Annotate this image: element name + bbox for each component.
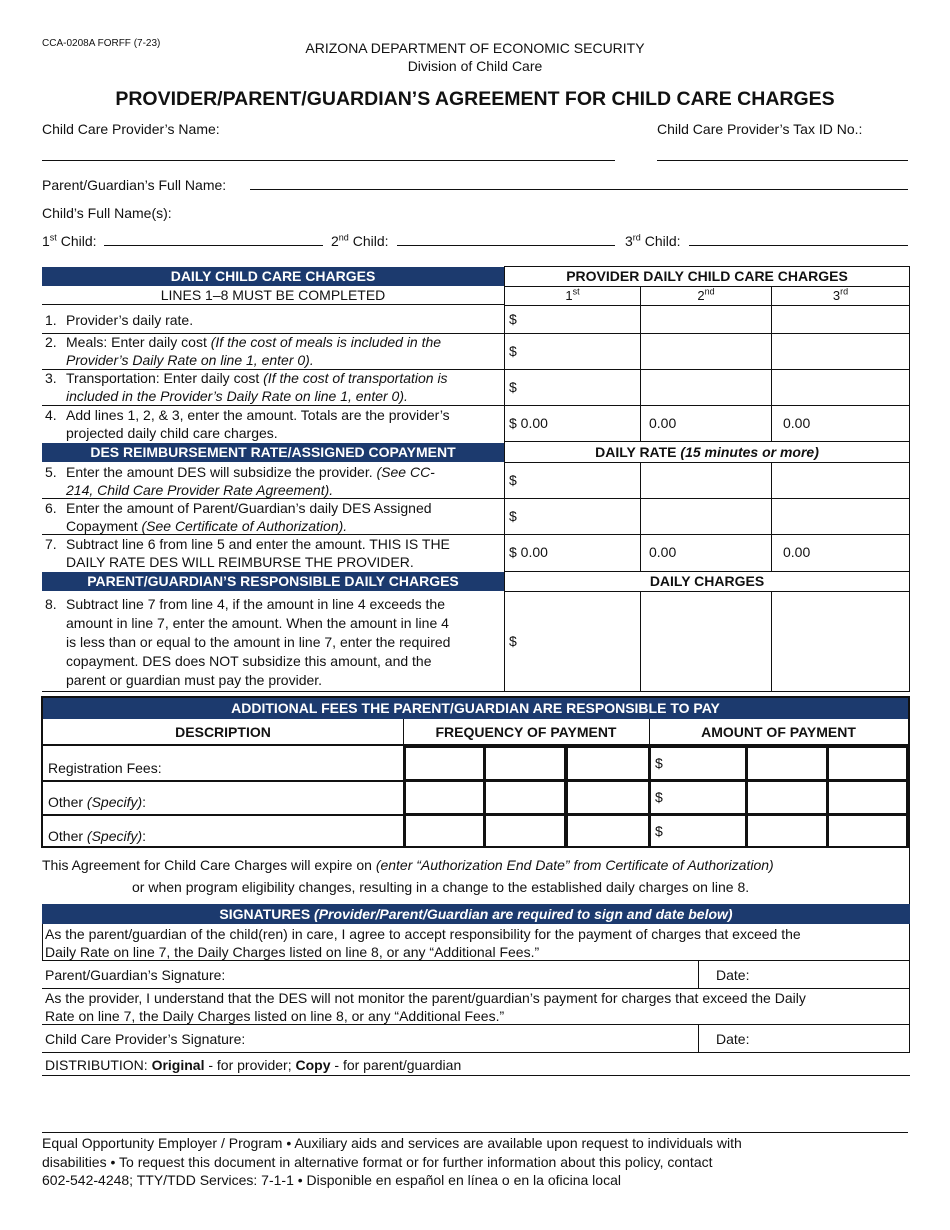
line6-child2[interactable] (640, 498, 772, 535)
fee2-freq-b[interactable] (484, 780, 566, 815)
provider-signature-label: Child Care Provider’s Signature: (45, 1031, 246, 1047)
fee3-amount-a[interactable]: $ (649, 814, 747, 848)
fee2-amount-b[interactable] (746, 780, 828, 815)
line1-child3[interactable] (771, 305, 910, 334)
line6-number: 6. (45, 500, 57, 516)
line5-child3[interactable] (771, 462, 910, 499)
col-second-child: 2nd (640, 286, 772, 306)
des-reimbursement-header: DES REIMBURSEMENT RATE/ASSIGNED COPAYMENT (42, 443, 504, 462)
line6-child3[interactable] (771, 498, 910, 535)
line4-text: Add lines 1, 2, & 3, enter the amount. Totals are the provider’s (66, 407, 450, 423)
footer-line-1: Equal Opportunity Employer / Program • Auxiliary aids and services are available upon request to individuals with (42, 1135, 742, 1151)
line6-text-cont: Copayment (See Certificate of Authorization). (66, 518, 348, 534)
parent-statement-cont: Daily Rate on line 7, the Daily Charges listed on line 8, or any “Additional Fees.” (45, 944, 540, 960)
division-name: Division of Child Care (407, 58, 543, 74)
child3-field[interactable] (689, 245, 908, 246)
line2-child1[interactable]: $ (504, 333, 641, 370)
line7-text: Subtract line 6 from line 5 and enter the amount. THIS IS THE (66, 536, 450, 552)
signatures-header: SIGNATURES (Provider/Parent/Guardian are required to sign and date below) (42, 904, 910, 924)
additional-fees-header: ADDITIONAL FEES THE PARENT/GUARDIAN ARE RESPONSIBLE TO PAY (43, 698, 908, 719)
fee1-freq-a[interactable] (404, 746, 485, 781)
line8-number: 8. (45, 596, 57, 612)
expire-statement: This Agreement for Child Care Charges will expire on (enter “Authorization End Date” from Certificate of Authorization) (42, 857, 774, 873)
line3-child2[interactable] (640, 369, 772, 406)
fee-row-other-2: Other (Specify): (48, 828, 147, 844)
fee1-amount-b[interactable] (746, 746, 828, 781)
line1-number: 1. (45, 312, 57, 328)
lines-must-complete: LINES 1–8 MUST BE COMPLETED (42, 286, 504, 305)
line5-child2[interactable] (640, 462, 772, 499)
line2-number: 2. (45, 334, 57, 350)
fee2-freq-a[interactable] (404, 780, 485, 815)
agency-name: ARIZONA DEPARTMENT OF ECONOMIC SECURITY (305, 40, 645, 56)
daily-charges-header: DAILY CHILD CARE CHARGES (42, 267, 504, 286)
fees-col-description: DESCRIPTION (43, 719, 404, 746)
parent-name-label: Parent/Guardian’s Full Name: (42, 177, 227, 193)
child2-label: 2nd Child: (331, 232, 389, 249)
distribution-note: DISTRIBUTION: Original - for provider; Copy - for parent/guardian (45, 1057, 462, 1073)
provider-date-label: Date: (716, 1031, 750, 1047)
line4-number: 4. (45, 407, 57, 423)
footer-line-3: 602-542-4248; TTY/TDD Services: 7-1-1 • Disponible en español en línea o en la oficina local (42, 1172, 621, 1188)
line3-number: 3. (45, 370, 57, 386)
line6-child1[interactable]: $ (504, 498, 641, 535)
line3-text-cont: included in the Provider’s Daily Rate on line 1, enter 0). (66, 388, 408, 404)
footer-divider (42, 1132, 908, 1133)
provider-daily-charges-header: PROVIDER DAILY CHILD CARE CHARGES (504, 266, 910, 287)
line8-text: Subtract line 7 from line 4, if the amount in line 4 exceeds the amount in line 7, enter the amount. When the amount in line 4 is less than or equal to the amount in line 7, enter the required copayment. DES does NOT subsidize this amount, and the parent or guardian must pay the provider. (66, 596, 451, 688)
fee1-freq-c[interactable] (566, 746, 650, 781)
line3-text: Transportation: Enter daily cost (If the cost of transportation is (66, 370, 448, 386)
line8-child1[interactable]: $ (504, 591, 641, 692)
fees-col-frequency: FREQUENCY OF PAYMENT (403, 719, 650, 746)
provider-statement: As the provider, I understand that the DES will not monitor the parent/guardian’s payment for charges that exceed the Daily (45, 990, 806, 1006)
line5-number: 5. (45, 464, 57, 480)
line7-child3[interactable]: 0.00 (771, 534, 910, 572)
col-third-child: 3rd (771, 286, 910, 306)
parent-responsible-header: PARENT/GUARDIAN’S RESPONSIBLE DAILY CHARGES (42, 572, 504, 591)
line1-child2[interactable] (640, 305, 772, 334)
tax-id-label: Child Care Provider’s Tax ID No.: (657, 121, 863, 137)
line1-child1[interactable]: $ (504, 305, 641, 334)
footer-line-2: disabilities • To request this document in alternative format or for further information about this policy, contact (42, 1154, 713, 1170)
fee2-amount-a[interactable]: $ (649, 780, 747, 815)
child-names-label: Child’s Full Name(s): (42, 205, 172, 221)
line4-child2[interactable]: 0.00 (640, 405, 772, 442)
fee1-freq-b[interactable] (484, 746, 566, 781)
fee1-amount-a[interactable]: $ (649, 746, 747, 781)
child1-label: 1st Child: (42, 232, 97, 249)
fees-col-amount: AMOUNT OF PAYMENT (649, 719, 908, 746)
parent-name-field[interactable] (250, 189, 908, 190)
daily-rate-header: DAILY RATE (15 minutes or more) (504, 441, 910, 463)
line4-child1[interactable]: $ 0.00 (504, 405, 641, 442)
parent-date-label: Date: (716, 967, 750, 983)
line7-number: 7. (45, 536, 57, 552)
line1-text: Provider’s daily rate. (66, 312, 194, 328)
parent-statement: As the parent/guardian of the child(ren) in care, I agree to accept responsibility for the payment of charges that exceed the (45, 926, 801, 942)
line3-child3[interactable] (771, 369, 910, 406)
expire-statement-cont: or when program eligibility changes, resulting in a change to the established daily charges on line 8. (132, 879, 750, 895)
fee-row-registration: Registration Fees: (48, 760, 162, 776)
daily-charges-col-header: DAILY CHARGES (504, 571, 910, 592)
line2-text-cont: Provider’s Daily Rate on line 1, enter 0). (66, 352, 314, 368)
fee3-freq-a[interactable] (404, 814, 485, 848)
parent-signature-label: Parent/Guardian’s Signature: (45, 967, 226, 983)
fee3-freq-c[interactable] (566, 814, 650, 848)
fee3-amount-c[interactable] (827, 814, 908, 848)
fee1-amount-c[interactable] (827, 746, 908, 781)
fee3-freq-b[interactable] (484, 814, 566, 848)
line3-child1[interactable]: $ (504, 369, 641, 406)
provider-name-label: Child Care Provider’s Name: (42, 121, 220, 137)
child3-label: 3rd Child: (625, 232, 681, 249)
line5-child1[interactable]: $ (504, 462, 641, 499)
child1-field[interactable] (104, 245, 323, 246)
col-first-child: 1st (504, 286, 641, 306)
line5-text: Enter the amount DES will subsidize the provider. (See CC- (66, 464, 435, 480)
line4-child3[interactable]: 0.00 (771, 405, 910, 442)
line7-child1[interactable]: $ 0.00 (504, 534, 641, 572)
line6-text: Enter the amount of Parent/Guardian’s daily DES Assigned (66, 500, 432, 516)
provider-name-field[interactable] (42, 160, 615, 161)
page-title: PROVIDER/PARENT/GUARDIAN’S AGREEMENT FOR CHILD CARE CHARGES (115, 88, 835, 110)
line7-child2[interactable]: 0.00 (640, 534, 772, 572)
fee3-amount-b[interactable] (746, 814, 828, 848)
line8-child2[interactable] (640, 591, 772, 692)
fee2-freq-c[interactable] (566, 780, 650, 815)
provider-statement-cont: Rate on line 7, the Daily Charges listed on line 8, or any “Additional Fees.” (45, 1008, 505, 1024)
line5-text-cont: 214, Child Care Provider Rate Agreement). (66, 482, 334, 498)
child2-field[interactable] (397, 245, 615, 246)
tax-id-field[interactable] (657, 160, 908, 161)
line8-child3[interactable] (771, 591, 910, 692)
line2-child3[interactable] (771, 333, 910, 370)
line2-text: Meals: Enter daily cost (If the cost of meals is included in the (66, 334, 442, 350)
form-number: CCA-0208A FORFF (7-23) (42, 38, 161, 49)
line4-text-cont: projected daily child care charges. (66, 425, 278, 441)
fee2-amount-c[interactable] (827, 780, 908, 815)
line2-child2[interactable] (640, 333, 772, 370)
line7-text-cont: DAILY RATE DES WILL REIMBURSE THE PROVIDER. (66, 554, 414, 570)
fee-row-other-1: Other (Specify): (48, 794, 147, 810)
